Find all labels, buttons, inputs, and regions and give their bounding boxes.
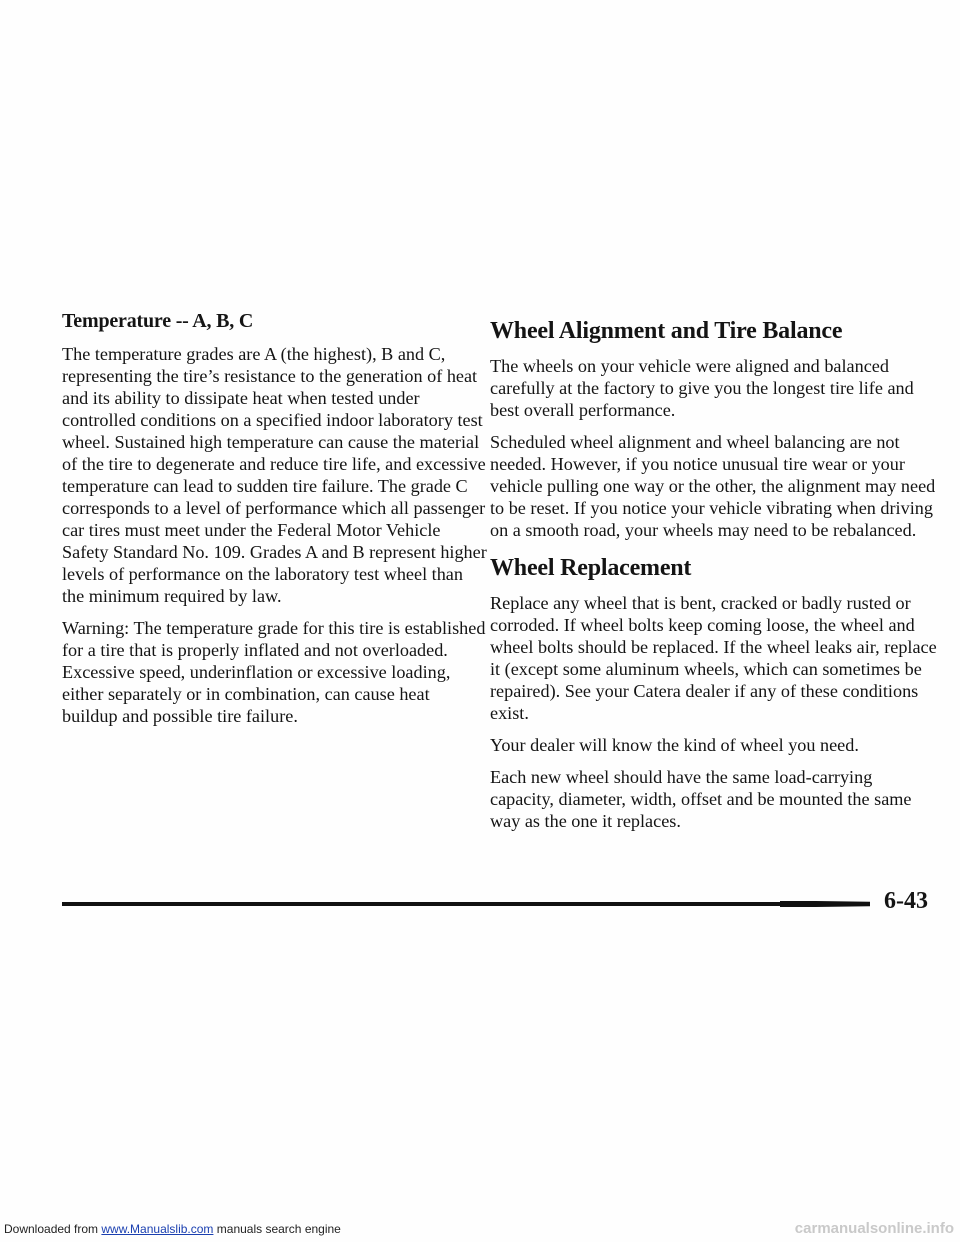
wheel-replacement-paragraph-2: Your dealer will know the kind of wheel you need.: [490, 735, 859, 755]
wheel-alignment-heading: Wheel Alignment and Tire Balance: [490, 318, 843, 344]
watermark-logo: carmanualsonline.info: [794, 1220, 954, 1237]
temperature-subheading: Temperature -- A, B, C: [62, 310, 254, 332]
download-footer: [4, 1222, 341, 1236]
page-rule: [62, 902, 870, 906]
wheel-replacement-paragraph-3: Each new wheel should have the same load-carrying capacity, diameter, width, offset and be mounted the same way as the one it replaces.: [490, 767, 912, 831]
footer-prefix: Downloaded from: [4, 1222, 102, 1236]
page-number: 6-43: [884, 888, 928, 914]
manualslib-link[interactable]: www.Manualslib.com: [101, 1222, 214, 1236]
wheel-alignment-paragraph-2: Scheduled wheel alignment and wheel balancing are not needed. However, if you notice unusual tire wear or your vehicle pulling one way or the other, the alignment may need to be reset. If you notice your vehicle vibrating when driving on a smooth road, your wheels may need to be rebalanced.: [490, 432, 936, 540]
temperature-paragraph-1: The temperature grades are A (the highest), B and C, representing the tire’s resistance to the generation of heat and its ability to dissipate heat when tested under controlled conditions on a specified indoor laboratory test wheel. Sustained high temperature can cause the material of the tire to degenerate and reduce tire life, and excessive temperature can lead to sudden tire failure. The grade C corresponds to a level of performance which all passenger car tires must meet under the Federal Motor Vehicle Safety Standard No. 109. Grades A and B represent higher levels of performance on the laboratory test wheel than the minimum required by law.: [62, 344, 487, 606]
wheel-replacement-heading: Wheel Replacement: [490, 555, 692, 581]
left-column: [62, 310, 487, 737]
wheel-alignment-paragraph-1: The wheels on your vehicle were aligned and balanced carefully at the factory to give you the longest tire life and best overall performance.: [490, 356, 914, 420]
temperature-warning-paragraph: Warning: The temperature grade for this tire is established for a tire that is properly inflated and not overloaded. Excessive speed, underinflation or excessive loading, either separately or in combination, can cause heat buildup and possible tire failure.: [62, 618, 486, 726]
right-column: [490, 318, 940, 842]
page-rule-tail: [780, 901, 870, 907]
wheel-replacement-paragraph-1: Replace any wheel that is bent, cracked or badly rusted or corroded. If wheel bolts keep coming loose, the wheel and wheel bolts should be replaced. If the wheel leaks air, replace it (except some aluminum wheels, which can sometimes be repaired). See your Catera dealer if any of these conditions exist.: [490, 593, 937, 723]
footer-suffix: manuals search engine: [213, 1222, 341, 1236]
